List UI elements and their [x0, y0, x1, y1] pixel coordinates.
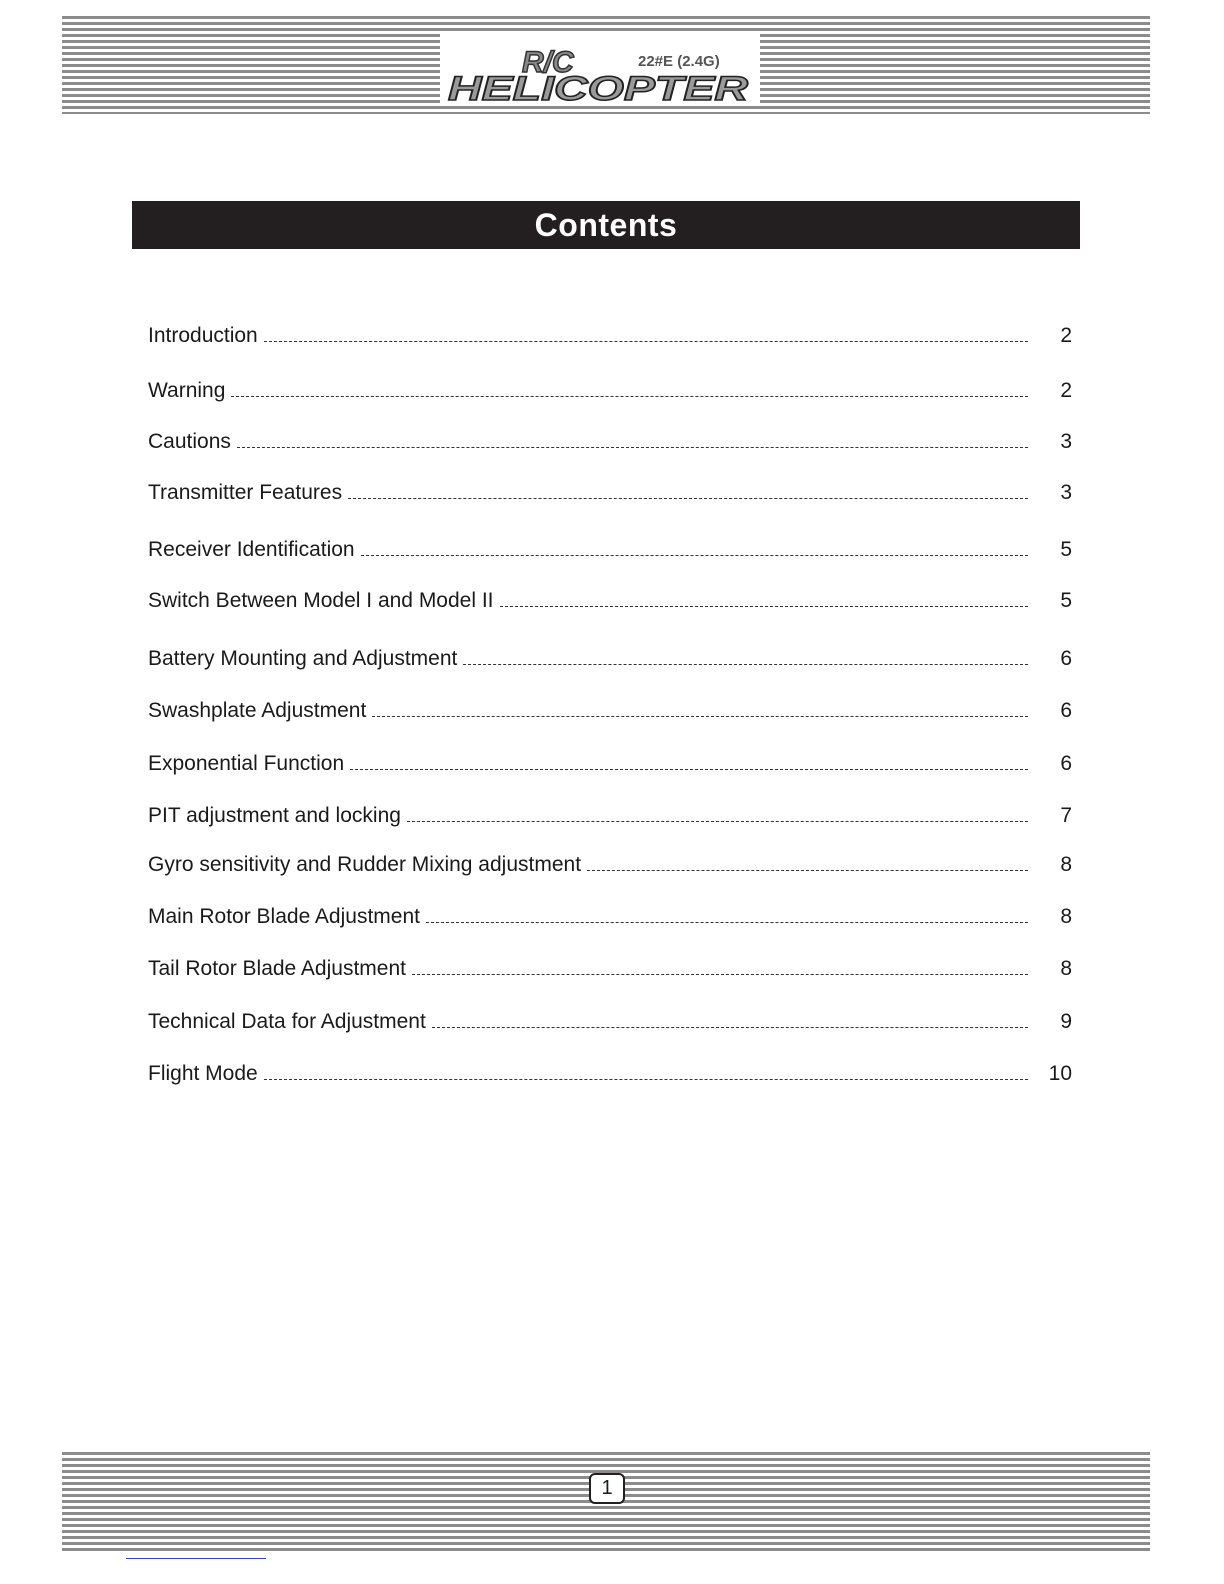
toc-row-battery-mounting[interactable]	[148, 641, 1072, 671]
toc-row-exponential[interactable]	[148, 746, 1072, 776]
toc-page-number: 6	[1060, 752, 1072, 775]
toc-leader	[587, 870, 1028, 871]
toc-leader	[426, 922, 1028, 923]
toc-page-number: 2	[1060, 379, 1072, 402]
toc-label: Swashplate Adjustment	[148, 699, 367, 722]
toc-leader	[350, 769, 1028, 770]
helicopter-logo	[430, 30, 770, 110]
toc-row-swashplate[interactable]	[148, 693, 1072, 723]
toc-page-number: 9	[1060, 1010, 1072, 1033]
toc-row-receiver-identification[interactable]	[148, 532, 1072, 562]
toc-label: Warning	[148, 379, 226, 402]
toc-page-number: 8	[1060, 905, 1072, 928]
toc-page-number: 6	[1060, 699, 1072, 722]
toc-row-cautions[interactable]	[148, 424, 1072, 454]
toc-leader	[361, 555, 1028, 556]
toc-row-transmitter-features[interactable]	[148, 475, 1072, 505]
logo-model-text: 22#E (2.4G)	[638, 53, 720, 70]
toc-label: Battery Mounting and Adjustment	[148, 647, 458, 670]
toc-leader	[432, 1027, 1028, 1028]
toc-leader	[348, 498, 1028, 499]
toc-page-number: 8	[1060, 957, 1072, 980]
toc-label: Receiver Identification	[148, 538, 355, 561]
logo-helicopter-text: HELICOPTER	[448, 70, 749, 108]
logo-rc-text: R/C	[522, 46, 574, 79]
toc-row-flight-mode[interactable]	[148, 1056, 1072, 1086]
toc-label: Main Rotor Blade Adjustment	[148, 905, 420, 928]
toc-row-introduction[interactable]	[148, 318, 1072, 348]
toc-leader	[237, 447, 1028, 448]
toc-leader	[264, 341, 1028, 342]
toc-page-number: 5	[1060, 538, 1072, 561]
toc-page-number: 8	[1060, 853, 1072, 876]
toc-row-switch-model[interactable]	[148, 583, 1072, 613]
toc-label: Cautions	[148, 430, 231, 453]
toc-leader	[463, 664, 1028, 665]
toc-page-number: 5	[1060, 589, 1072, 612]
footer-divider	[126, 1558, 266, 1559]
toc-leader	[500, 606, 1028, 607]
toc-page-number: 2	[1060, 324, 1072, 347]
contents-title-bar	[132, 201, 1080, 249]
toc-page-number: 3	[1060, 430, 1072, 453]
toc-label: Switch Between Model I and Model II	[148, 589, 494, 612]
toc-leader	[407, 821, 1028, 822]
page-title: Contents	[534, 206, 678, 243]
toc-label: Gyro sensitivity and Rudder Mixing adjustment	[148, 853, 582, 876]
toc-row-pit-adjustment[interactable]	[148, 798, 1072, 828]
toc-label: Technical Data for Adjustment	[148, 1010, 426, 1033]
toc-page-number: 3	[1060, 481, 1072, 504]
toc-label: Exponential Function	[148, 752, 345, 775]
toc-leader	[372, 716, 1028, 717]
toc-page-number: 6	[1060, 647, 1072, 670]
toc-label: PIT adjustment and locking	[148, 804, 401, 827]
toc-leader	[264, 1079, 1028, 1080]
toc-row-gyro-sensitivity[interactable]	[148, 847, 1072, 877]
toc-leader	[231, 396, 1028, 397]
toc-leader	[412, 974, 1028, 975]
toc-label: Flight Mode	[148, 1062, 258, 1085]
toc-page-number: 10	[1048, 1062, 1072, 1085]
toc-row-warning[interactable]	[148, 373, 1072, 403]
toc-row-main-rotor[interactable]	[148, 899, 1072, 929]
toc-row-tail-rotor[interactable]	[148, 951, 1072, 981]
toc-row-technical-data[interactable]	[148, 1004, 1072, 1034]
toc-page-number: 7	[1060, 804, 1072, 827]
toc-label: Transmitter Features	[148, 481, 343, 504]
toc-label: Introduction	[148, 324, 258, 347]
toc-label: Tail Rotor Blade Adjustment	[148, 957, 406, 980]
page-number-badge: 1	[589, 1473, 625, 1504]
